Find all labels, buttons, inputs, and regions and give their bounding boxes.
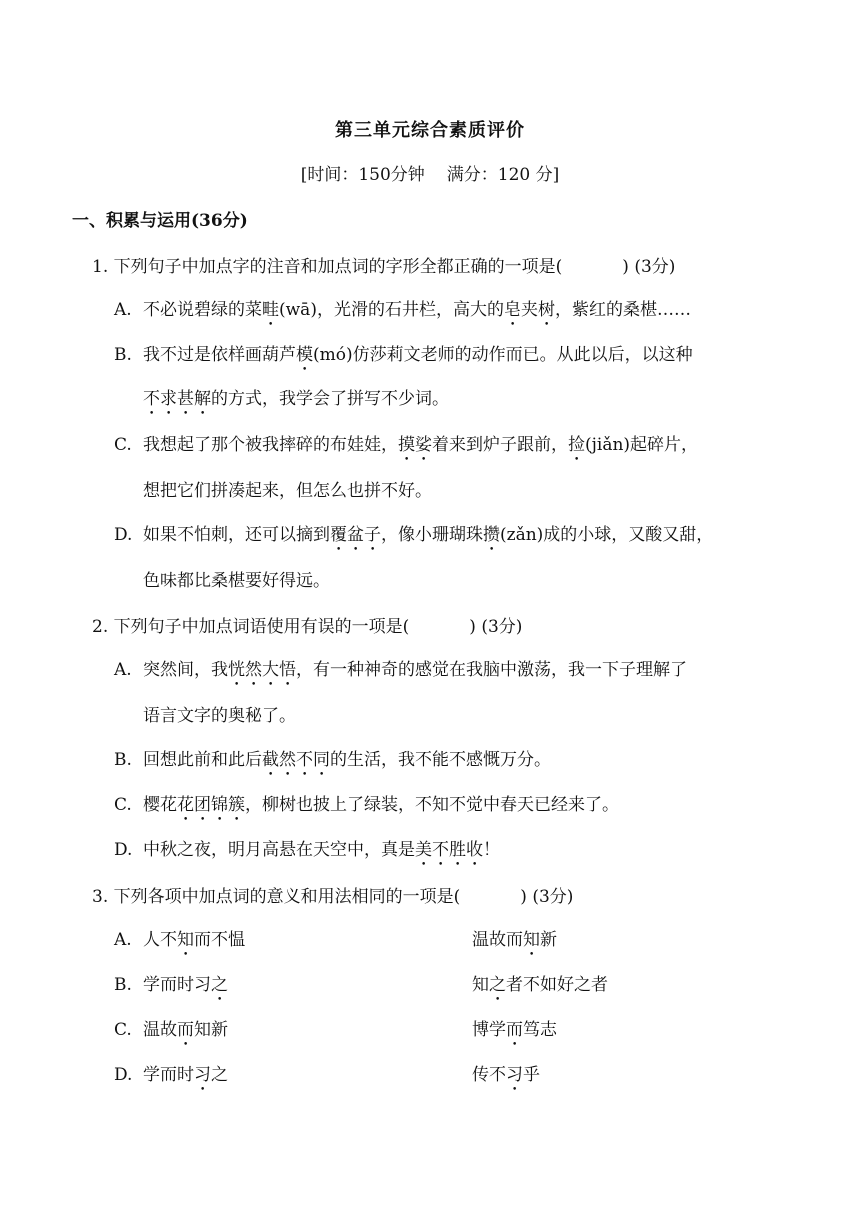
option-text: 传不 [472, 1065, 506, 1085]
option-3a-right [472, 925, 557, 960]
question-number: 3. [92, 887, 109, 907]
option-3b-right [472, 970, 608, 1005]
option-text: 不必说碧绿的菜 [143, 300, 262, 320]
option-3c [114, 1015, 228, 1050]
option-1b [114, 340, 693, 375]
dotted-word: 美不胜收 [415, 840, 483, 860]
dotted-char: 习 [194, 1065, 211, 1085]
option-text: 回想此前和此后 [143, 750, 262, 770]
option-text: 人不 [143, 930, 177, 950]
question-points: ) (3分) [520, 887, 574, 907]
option-letter: B. [114, 975, 132, 995]
option-1a [114, 295, 691, 330]
option-text: 中秋之夜，明月高悬在天空中，真是 [143, 840, 415, 860]
option-1c-line2: 想把它们拼凑起来，但怎么也拼不好。 [143, 481, 432, 501]
exam-info [0, 160, 860, 185]
option-text: ，柳树也披上了绿装，不知不觉中春天已经来了。 [245, 795, 619, 815]
option-letter: C. [114, 1020, 132, 1040]
dotted-word: 花团锦簇 [177, 795, 245, 815]
dotted-word: 不求甚解 [143, 389, 211, 409]
option-2c [114, 790, 619, 825]
option-text: 学而时 [143, 1065, 194, 1085]
page-title: 第三单元综合素质评价 [335, 120, 525, 141]
option-text: (mó)仿莎莉文老师的动作而已。从此以后，以这种 [313, 345, 693, 365]
option-text: (jiǎn)起碎片， [585, 435, 699, 455]
dotted-word: 覆盆子 [330, 525, 381, 545]
option-text: 博学 [472, 1020, 506, 1040]
question-points: ) (3分) [622, 257, 676, 277]
option-1c [114, 430, 698, 465]
option-text: 知 [472, 975, 489, 995]
option-letter: B. [114, 750, 132, 770]
dotted-char: 畦 [262, 300, 279, 320]
full-score: 满分：120 分] [446, 165, 560, 185]
option-text: 者不如好之者 [506, 975, 608, 995]
dotted-word: 恍然大悟 [228, 660, 296, 680]
option-text: 温故 [143, 1020, 177, 1040]
option-text: (zǎn)成的小球，又酸又甜， [500, 525, 714, 545]
option-2b [114, 745, 551, 780]
option-text: ，有一种神奇的感觉在我脑中激荡，我一下子理解了 [296, 660, 687, 680]
option-letter: A. [114, 660, 132, 680]
option-2a-line2: 语言文字的奥秘了。 [143, 706, 296, 726]
option-2a [114, 655, 687, 690]
option-3c-right [472, 1015, 557, 1050]
option-letter: B. [114, 345, 132, 365]
option-1d-line2: 色味都比桑椹要好得远。 [143, 571, 330, 591]
dotted-char: 捡 [568, 435, 585, 455]
dotted-char: 而 [177, 1020, 194, 1040]
option-text: 着来到炉子跟前， [432, 435, 568, 455]
option-letter: C. [114, 435, 132, 455]
option-3b [114, 970, 228, 1005]
dotted-char: 皂 [503, 300, 521, 320]
option-text: 笃志 [523, 1020, 557, 1040]
option-text: ！ [483, 840, 500, 860]
option-text: 我不过是依样画葫芦 [143, 345, 296, 365]
option-letter: A. [114, 930, 132, 950]
dotted-char: 之 [211, 975, 228, 995]
option-text: 的方式，我学会了拼写不少词。 [211, 389, 449, 409]
option-1d [114, 520, 713, 555]
question-number: 1. [92, 257, 109, 277]
option-letter: C. [114, 795, 132, 815]
dotted-char: 模 [296, 345, 313, 365]
option-text: 如果不怕刺，还可以摘到 [143, 525, 330, 545]
option-text: 突然间，我 [143, 660, 228, 680]
option-text: 而不愠 [194, 930, 245, 950]
question-stem: 下列句子中加点字的注音和加点词的字形全都正确的一项是( [113, 257, 563, 277]
option-text: ，像小珊瑚珠 [381, 525, 483, 545]
dotted-char: 知 [177, 930, 194, 950]
option-text: ，紫红的桑椹…… [554, 300, 691, 320]
option-text: 新 [540, 930, 557, 950]
option-text: 温故而 [472, 930, 523, 950]
option-text: 之 [211, 1065, 228, 1085]
option-text: 知新 [194, 1020, 228, 1040]
dotted-word: 截然不同 [262, 750, 330, 770]
dotted-char: 习 [506, 1065, 523, 1085]
question-stem: 下列句子中加点词语使用有误的一项是( [113, 617, 410, 637]
option-2d [114, 835, 500, 870]
option-text: 学而时习 [143, 975, 211, 995]
option-3d [114, 1060, 228, 1095]
dotted-char: 树 [537, 300, 555, 320]
time-limit: [时间：150分钟 [300, 165, 425, 185]
option-3d-right [472, 1060, 540, 1095]
option-text: 乎 [523, 1065, 540, 1085]
dotted-char: 之 [489, 975, 506, 995]
dotted-char: 而 [506, 1020, 523, 1040]
question-1 [92, 252, 675, 277]
question-stem: 下列各项中加点词的意义和用法相同的一项是( [113, 887, 461, 907]
option-text: 我想起了那个被我摔碎的布娃娃， [143, 435, 398, 455]
option-text: 樱花 [143, 795, 177, 815]
question-number: 2. [92, 617, 109, 637]
option-text: (wā)，光滑的石井栏，高大的 [279, 300, 504, 320]
dotted-char: 知 [523, 930, 540, 950]
option-1b-line2 [143, 384, 449, 419]
option-letter: A. [114, 300, 132, 320]
option-letter: D. [114, 840, 133, 860]
option-3a [114, 925, 245, 960]
option-text: 夹 [520, 300, 538, 320]
question-2 [92, 612, 522, 637]
question-3 [92, 882, 573, 907]
section-heading: 一、积累与运用(36分) [72, 211, 248, 231]
question-points: ) (3分) [469, 617, 523, 637]
option-text: 的生活，我不能不感慨万分。 [330, 750, 551, 770]
dotted-word: 摸娑 [398, 435, 432, 455]
option-letter: D. [114, 525, 133, 545]
option-letter: D. [114, 1065, 133, 1085]
dotted-char: 攒 [483, 525, 500, 545]
